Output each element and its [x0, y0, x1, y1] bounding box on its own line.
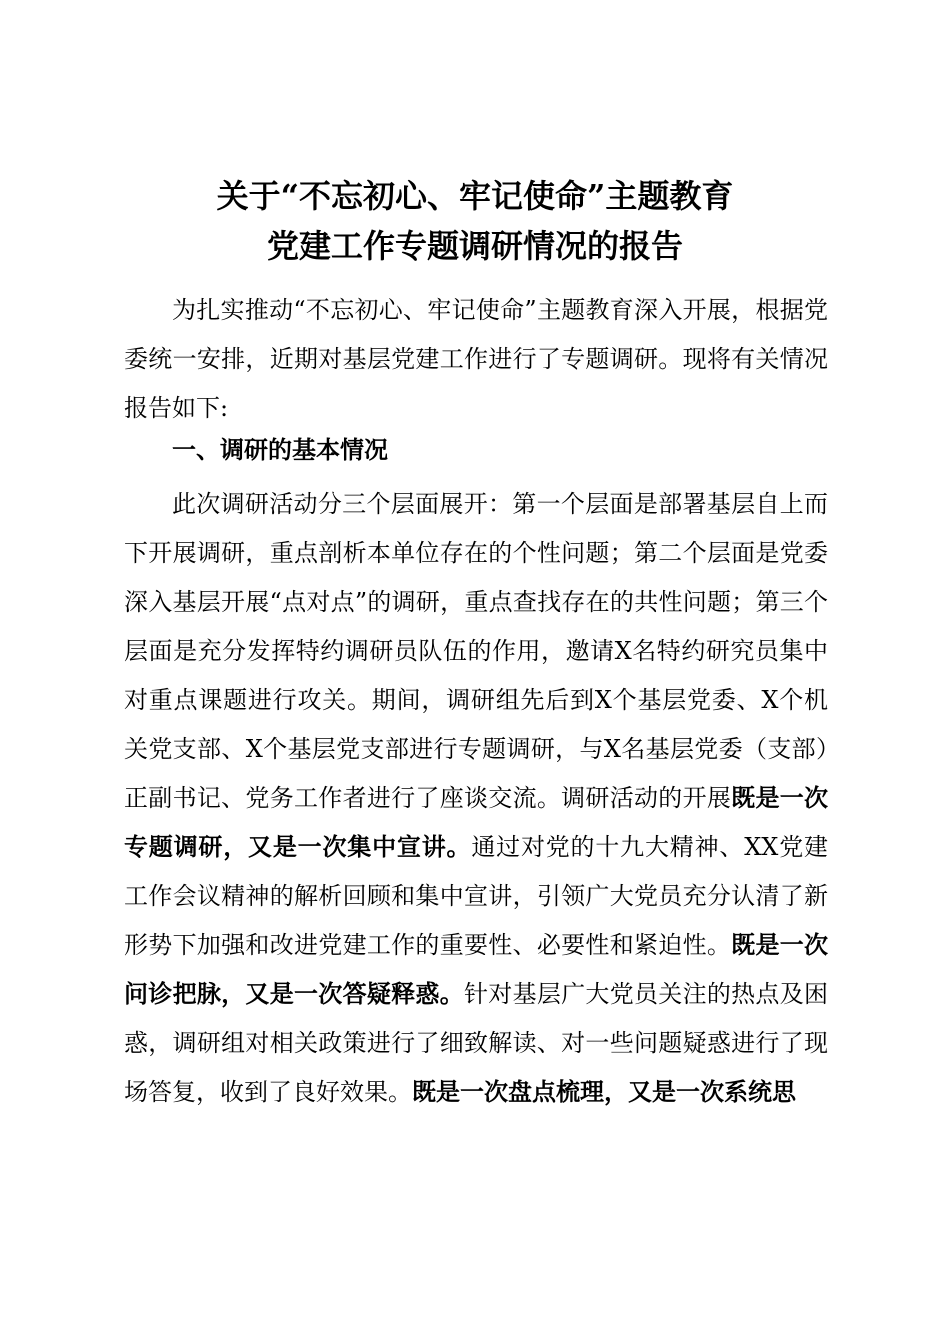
section1-bold-phrase1: 既是一次专题调研，又是一次集中宣讲。: [124, 784, 829, 861]
section1-bold-phrase2: 既是一次问诊把脉，又是一次答疑释惑。: [124, 931, 829, 1008]
document-title-line1: 关于“不忘初心、牢记使命”主题教育: [216, 177, 734, 215]
section1-paragraph: [124, 480, 828, 1117]
section1-text-part1: 此次调研活动分三个层面展开：第一个层面是部署基层自上而下开展调研，重点剖析本单位存在的个性问题；第二个层面是党委深入基层开展“点对点”的调研，重点查找存在的共性问题；第三个层面是充分发挥特约调研员队伍的作用，邀请X名特约研究员集中对重点课题进行攻关。期间，调研组先后到X个基层党委、X个机关党支部、X个基层党支部进行专题调研，与X名基层党委（支部）正副书记、党务工作者进行了座谈交流。调研活动的开展: [124, 490, 828, 812]
section1-text-part2: 通过对党的十九大精神、XX党建工作会议精神的解析回顾和集中宣讲，引领广大党员充分认清了新形势下加强和改进党建工作的重要性、必要性和紧迫性。: [124, 833, 829, 959]
document-title-line2: 党建工作专题调研情况的报告: [266, 227, 683, 265]
section1-heading: 一、调研的基本情况: [172, 436, 388, 464]
section1-text-part3: 针对基层广大党员关注的热点及困惑，调研组对相关政策进行了细致解读、对一些问题疑惑进行了现场答复，收到了良好效果。: [124, 980, 828, 1106]
intro-paragraph: 为扎实推动“不忘初心、牢记使命”主题教育深入开展，根据党委统一安排，近期对基层党建工作进行了专题调研。现将有关情况报告如下:: [124, 296, 828, 422]
section1-bold-phrase3: 既是一次盘点梳理，又是一次系统思: [412, 1078, 796, 1106]
